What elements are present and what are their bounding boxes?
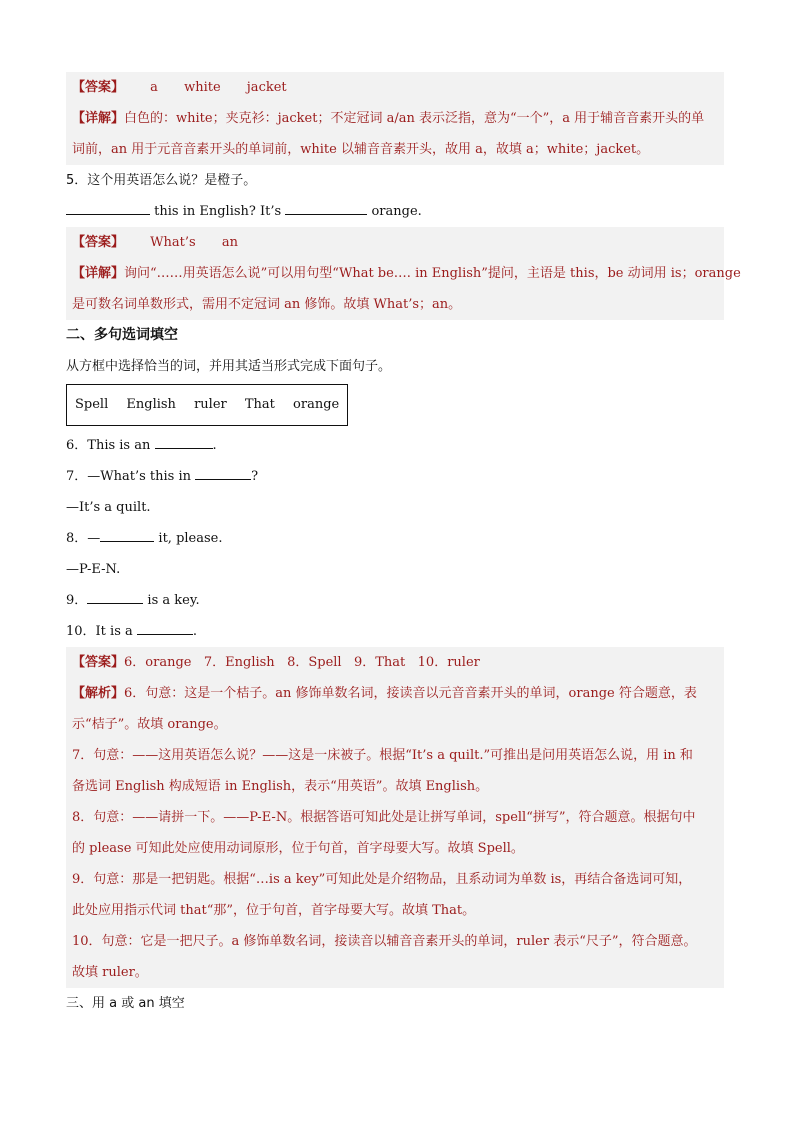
- analysis-9: 9．句意：那是一把钥匙。根据“…is a key”可知此处是介绍物品，且系动词为单数 is，再结合备选词可知，: [72, 872, 692, 887]
- q6-end: .: [212, 438, 217, 453]
- blank-field[interactable]: [66, 202, 150, 215]
- answer-tag: 【答案】: [72, 80, 125, 95]
- q6-text: 6．This is an: [66, 438, 151, 453]
- detail-tag: 【详解】: [72, 111, 125, 126]
- q9-text: 9．: [66, 593, 88, 608]
- analysis-10: 10．句意：它是一把尺子。a 修饰单数名词，接读音以辅音音素开头的单词，ruler 表示“尺子”，符合题意。: [72, 934, 697, 949]
- detail-text: 白色的：white；夹克衫：jacket；不定冠词 a/an 表示泛指，意为“一个”，a 用于辅音音素开头的单: [124, 111, 705, 126]
- answer-block-6-10: [66, 647, 724, 988]
- answer-tag: 【答案】: [72, 235, 125, 250]
- analysis-9-cont: 此处应用指示代词 that“那”，位于句首，首字母要大写。故填 That。: [72, 903, 476, 918]
- detail-line: [72, 103, 718, 134]
- blank-field[interactable]: [195, 467, 251, 480]
- question-8: [66, 523, 724, 554]
- detail-line-cont: 是可数名词单数形式，需用不定冠词 an 修饰。故填 What’s；an。: [72, 297, 462, 312]
- answer-block-5: [66, 227, 741, 320]
- analysis-7-cont: 备选词 English 构成短语 in English，表示“用英语”。故填 English。: [72, 779, 489, 794]
- answer-jacket: jacket: [246, 80, 287, 95]
- analysis-8-cont: 的 please 可知此处应使用动词原形，位于句首，首字母要大写。故填 Spell。: [72, 841, 524, 856]
- word-english: English: [126, 397, 176, 412]
- q8-text: 8．—: [66, 531, 101, 546]
- question-7: [66, 461, 724, 492]
- detail-line: [72, 258, 741, 289]
- section-3-title: 三、用 a 或 an 填空: [66, 996, 185, 1011]
- section-2-instruction: 从方框中选择恰当的词，并用其适当形式完成下面句子。: [66, 359, 392, 374]
- question-6: [66, 430, 724, 461]
- answer-line: [72, 72, 718, 103]
- answer-line: [72, 647, 718, 678]
- detail-line-cont: 词前，an 用于元音音素开头的单词前，white 以辅音音素开头，故用 a，故填 a；white；jacket。: [72, 142, 650, 157]
- answer-block-4: [66, 72, 724, 165]
- answer-an: an: [221, 235, 238, 250]
- section-2-title: 二、多句选词填空: [66, 327, 178, 343]
- q5-text-1: this in English? It’s: [154, 204, 282, 219]
- q8-end: it, please.: [158, 531, 223, 546]
- q5-text-2: orange.: [371, 204, 422, 219]
- question-10: [66, 616, 724, 647]
- blank-field[interactable]: [285, 202, 367, 215]
- answer-white: white: [184, 80, 221, 95]
- q10-end: .: [192, 624, 198, 639]
- word-ruler: ruler: [194, 397, 227, 412]
- analysis-10-cont: 故填 ruler。: [72, 965, 148, 980]
- question-7-reply: —It’s a quilt.: [66, 500, 151, 515]
- word-box: [66, 384, 348, 426]
- answer-a: a: [150, 80, 158, 95]
- question-9: [66, 585, 724, 616]
- analysis-6-cont: 示“桔子”。故填 orange。: [72, 717, 227, 732]
- analysis-8: 8．句意：——请拼一下。——P-E-N。根据答语可知此处是让拼写单词，spell“拼写”，符合题意。根据句中: [72, 810, 696, 825]
- blank-field[interactable]: [87, 591, 143, 604]
- blank-field[interactable]: [155, 436, 213, 449]
- answer-text: 6．orange 7．English 8．Spell 9．That 10．ruler: [124, 655, 480, 670]
- word-that: That: [244, 397, 275, 412]
- q7-end: ?: [251, 469, 259, 484]
- detail-tag: 【详解】: [72, 266, 125, 281]
- question-5-text: [66, 196, 724, 227]
- q10-text: 10．It is a: [66, 624, 133, 639]
- word-orange: orange: [293, 397, 340, 412]
- question-8-reply: —P-E-N.: [66, 562, 121, 577]
- blank-field[interactable]: [137, 622, 193, 635]
- analysis-tag: 【解析】: [72, 686, 125, 701]
- analysis-6: 6．句意：这是一个桔子。an 修饰单数名词，接读音以元音音素开头的单词，orange 符合题意，表: [124, 686, 697, 701]
- analysis-7: 7．句意：——这用英语怎么说？——这是一床被子。根据“It’s a quilt.”可推出是问用英语怎么说，用 in 和: [72, 748, 693, 763]
- document-page: [66, 72, 741, 1019]
- word-spell: Spell: [75, 397, 109, 412]
- blank-field[interactable]: [100, 529, 154, 542]
- q7-text: 7．—What’s this in: [66, 469, 192, 484]
- question-5-prompt: 5．这个用英语怎么说？是橙子。: [66, 173, 257, 188]
- answer-whats: What’s: [150, 235, 196, 250]
- answer-line: [72, 227, 718, 258]
- detail-text: 询问“……用英语怎么说”可以用句型“What be…. in English”提问，主语是 this，be 动词用 is；orange: [124, 266, 741, 281]
- analysis-line: [72, 678, 718, 709]
- q9-end: is a key.: [147, 593, 200, 608]
- answer-tag: 【答案】: [72, 655, 125, 670]
